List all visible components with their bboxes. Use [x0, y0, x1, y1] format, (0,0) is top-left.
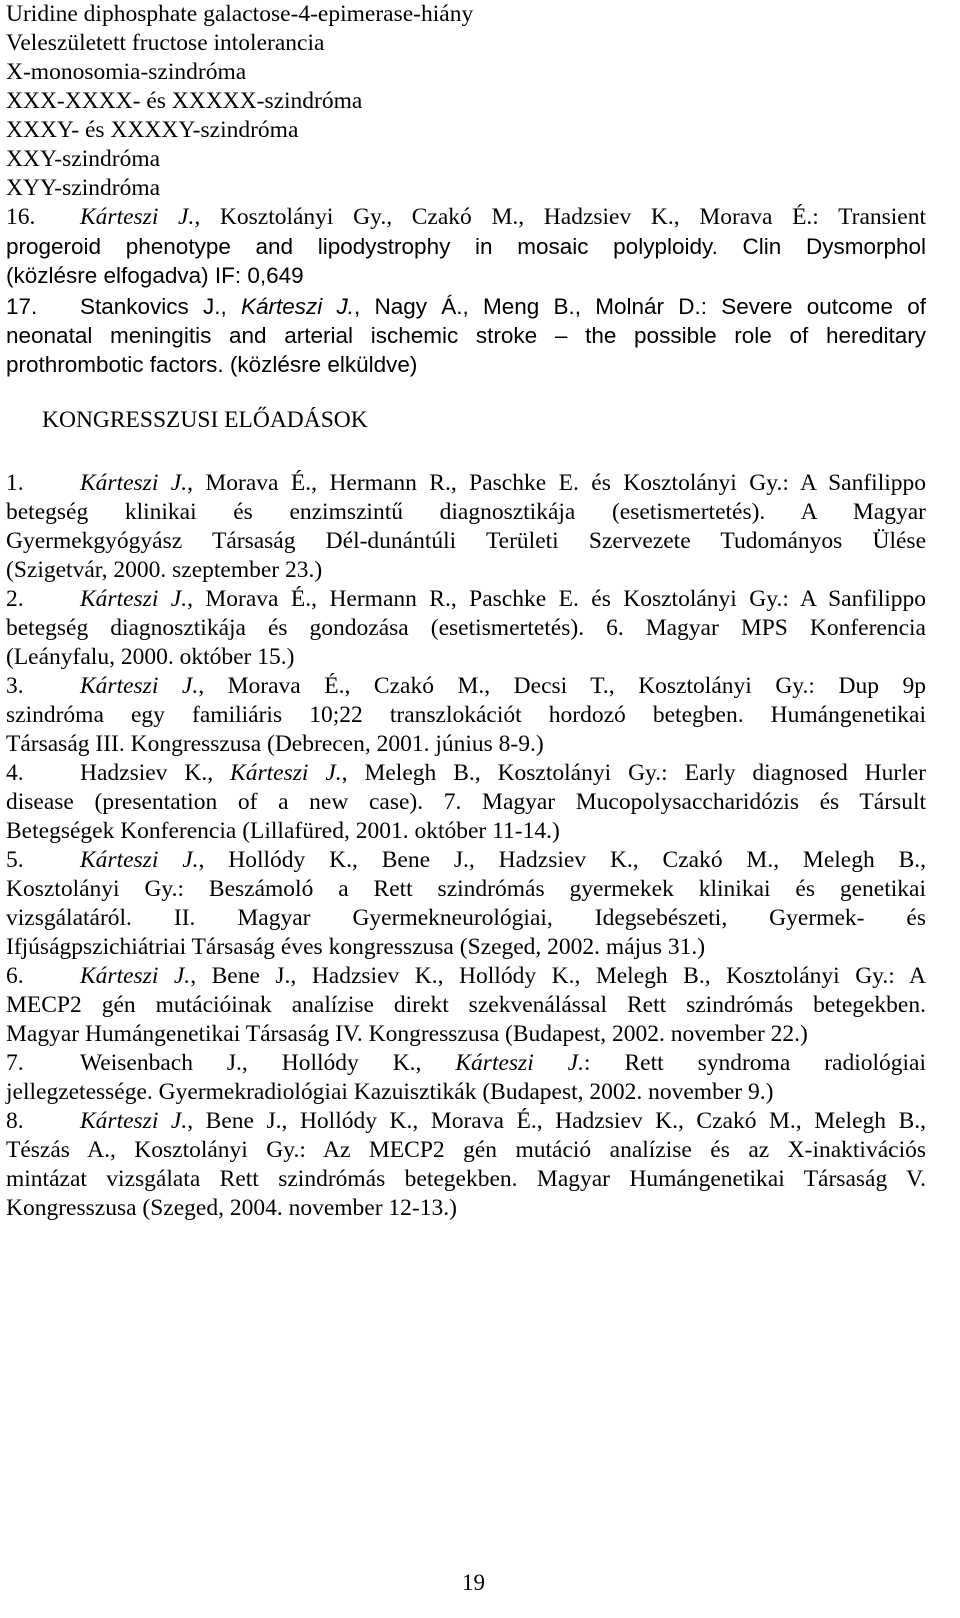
talk-line: (Leányfalu, 2000. október 15.) — [6, 644, 295, 670]
talk-entry: 8. Kárteszi J., Bene J., Hollódy K., Morava É., Hadzsiev K., Czakó M., Melegh B., — [6, 1108, 926, 1134]
talk-line: Társaság III. Kongresszusa (Debrecen, 2001. június 8-9.) — [6, 731, 544, 757]
talk-line: (Szigetvár, 2000. szeptember 23.) — [6, 557, 323, 583]
talk-line: Kosztolányi Gy.: Beszámoló a Rett szindrómás gyermekek klinikai és genetikai — [6, 876, 926, 902]
talk-entry: 6. Kárteszi J., Bene J., Hadzsiev K., Hollódy K., Melegh B., Kosztolányi Gy.: A — [6, 963, 926, 989]
syndrome-item: Veleszületett fructose intolerancia — [6, 30, 325, 56]
author-highlight: Kárteszi J. — [241, 294, 355, 319]
talk-entry: 1. Kárteszi J., Morava É., Hermann R., Paschke E. és Kosztolányi Gy.: A Sanfilippo — [6, 470, 927, 496]
entry-number: 16. — [6, 204, 36, 230]
author-highlight: Kárteszi J. — [80, 963, 191, 989]
entry-number: 4. — [6, 760, 24, 786]
entry-number: 5. — [6, 847, 24, 873]
author-highlight: Kárteszi J. — [230, 760, 342, 786]
syndrome-item: XXXY- és XXXXY-szindróma — [6, 117, 299, 143]
talk-line: Magyar Humángenetikai Társaság IV. Kongresszusa (Budapest, 2002. november 22.) — [6, 1021, 808, 1047]
talk-line: Tészás A., Kosztolányi Gy.: Az MECP2 gén mutáció analízise és az X-inaktivációs — [6, 1137, 926, 1163]
talk-line: mintázat vizsgálata Rett szindrómás betegekben. Magyar Humángenetikai Társaság V. — [6, 1166, 926, 1192]
entry-number: 8. — [6, 1108, 24, 1134]
publication-line: neonatal meningitis and arterial ischemic stroke – the possible role of hereditary — [6, 323, 926, 348]
talk-entry: 7. Weisenbach J., Hollódy K., Kárteszi J.: Rett syndroma radiológiai — [6, 1050, 926, 1076]
publication-entry: 16. Kárteszi J., Kosztolányi Gy., Czakó M., Hadzsiev K., Morava É.: Transient — [6, 204, 927, 230]
author-highlight: Kárteszi J. — [80, 470, 188, 496]
entry-number: 2. — [6, 586, 24, 612]
talk-line: vizsgálatáról. II. Magyar Gyermekneurológiai, Idegsebészeti, Gyermek- és — [6, 905, 926, 931]
talk-line: Gyermekgyógyász Társaság Dél-dunántúli Területi Szervezete Tudományos Ülése — [6, 528, 926, 554]
section-heading: KONGRESSZUSI ELŐADÁSOK — [42, 407, 368, 433]
talk-line: Betegségek Konferencia (Lillafüred, 2001. október 11-14.) — [6, 818, 560, 844]
entry-number: 17. — [6, 294, 38, 319]
talk-line: szindróma egy familiáris 10;22 transzlokációt hordozó betegben. Humángenetikai — [6, 702, 926, 728]
syndrome-item: X-monosomia-szindróma — [6, 59, 247, 85]
author-highlight: Kárteszi J. — [80, 847, 199, 873]
syndrome-item: XYY-szindróma — [6, 175, 161, 201]
entry-number: 3. — [6, 673, 24, 699]
talk-line: Ifjúságpszichiátriai Társaság éves kongresszusa (Szeged, 2002. május 31.) — [6, 934, 706, 960]
author-highlight: Kárteszi J. — [80, 586, 188, 612]
entry-number: 7. — [6, 1050, 24, 1076]
author-highlight: Kárteszi J. — [80, 673, 199, 699]
syndrome-item: Uridine diphosphate galactose-4-epimerase-hiány — [6, 1, 474, 27]
talk-entry: 5. Kárteszi J., Hollódy K., Bene J., Hadzsiev K., Czakó M., Melegh B., — [6, 847, 927, 873]
talk-line: betegség diagnosztikája és gondozása (esetismertetés). 6. Magyar MPS Konferencia — [6, 615, 926, 641]
publication-entry: 17. Stankovics J., Kárteszi J., Nagy Á., Meng B., Molnár D.: Severe outcome of — [6, 294, 927, 319]
publication-line: prothrombotic factors. (közlésre elküldve) — [6, 352, 418, 377]
talk-entry: 2. Kárteszi J., Morava É., Hermann R., Paschke E. és Kosztolányi Gy.: A Sanfilippo — [6, 586, 927, 612]
author-highlight: Kárteszi J. — [455, 1050, 584, 1076]
talk-entry: 3. Kárteszi J., Morava É., Czakó M., Decsi T., Kosztolányi Gy.: Dup 9p — [6, 673, 926, 699]
page-number: 19 — [462, 1570, 485, 1595]
entry-number: 1. — [6, 470, 24, 496]
publication-line: progeroid phenotype and lipodystrophy in mosaic polyploidy. Clin Dysmorphol — [6, 234, 926, 259]
talk-line: jellegzetessége. Gyermekradiológiai Kazuisztikák (Budapest, 2002. november 9.) — [6, 1079, 774, 1105]
entry-number: 6. — [6, 963, 24, 989]
publication-line: (közlésre elfogadva) IF: 0,649 — [6, 263, 304, 288]
talk-line: Kongresszusa (Szeged, 2004. november 12-13.) — [6, 1195, 457, 1221]
syndrome-item: XXX-XXXX- és XXXXX-szindróma — [6, 88, 363, 114]
syndrome-item: XXY-szindróma — [6, 146, 161, 172]
talk-line: disease (presentation of a new case). 7. Magyar Mucopolysaccharidózis és Társult — [6, 789, 926, 815]
author-highlight: Kárteszi J. — [80, 204, 195, 230]
talk-line: betegség klinikai és enzimszintű diagnosztikája (esetismertetés). A Magyar — [6, 499, 926, 525]
author-highlight: Kárteszi J. — [80, 1108, 188, 1134]
talk-line: MECP2 gén mutációinak analízise direkt szekvenálással Rett szindrómás betegekben. — [6, 992, 926, 1018]
talk-entry: 4. Hadzsiev K., Kárteszi J., Melegh B., Kosztolányi Gy.: Early diagnosed Hurler — [6, 760, 926, 786]
